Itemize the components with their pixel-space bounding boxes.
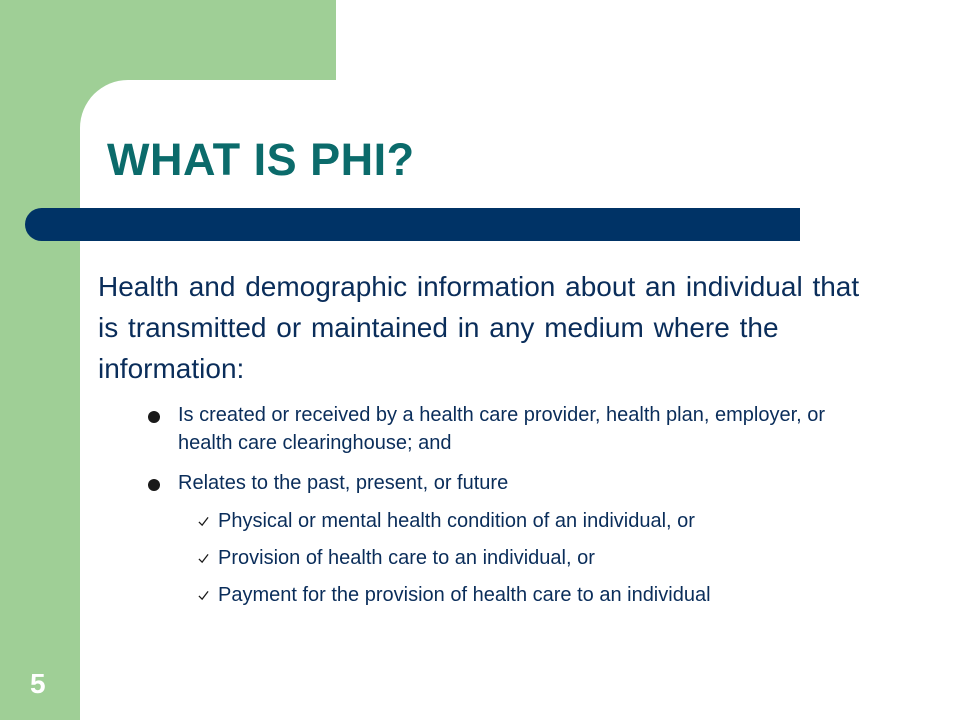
bullet-dot-icon <box>148 411 160 423</box>
slide-body <box>98 266 878 620</box>
checkmark-icon <box>198 553 209 564</box>
intro-paragraph: Health and demographic information about an individual that is transmitted or maintained in any medium where the information: <box>98 271 860 384</box>
list-item <box>98 401 878 457</box>
sub-bullet-text: Payment for the provision of health care to an individual <box>218 584 711 606</box>
bullet-dot-icon <box>148 479 160 491</box>
sub-bullet-list <box>178 509 878 608</box>
title-underline-bar <box>25 208 800 241</box>
bullet-text: Relates to the past, present, or future <box>178 472 509 494</box>
sub-bullet-text: Provision of health care to an individual, or <box>218 547 595 569</box>
checkmark-icon <box>198 516 209 527</box>
slide-title: WHAT IS PHI? <box>107 134 415 185</box>
list-item <box>178 583 878 608</box>
checkmark-icon <box>198 590 209 601</box>
list-item <box>178 509 878 534</box>
list-item <box>98 469 878 608</box>
bullet-text: Is created or received by a health care provider, health plan, employer, or health care clearinghouse; and <box>178 404 826 454</box>
page-number: 5 <box>30 668 46 699</box>
sub-bullet-text: Physical or mental health condition of an individual, or <box>218 510 695 532</box>
bullet-list <box>98 401 878 608</box>
list-item <box>178 546 878 571</box>
